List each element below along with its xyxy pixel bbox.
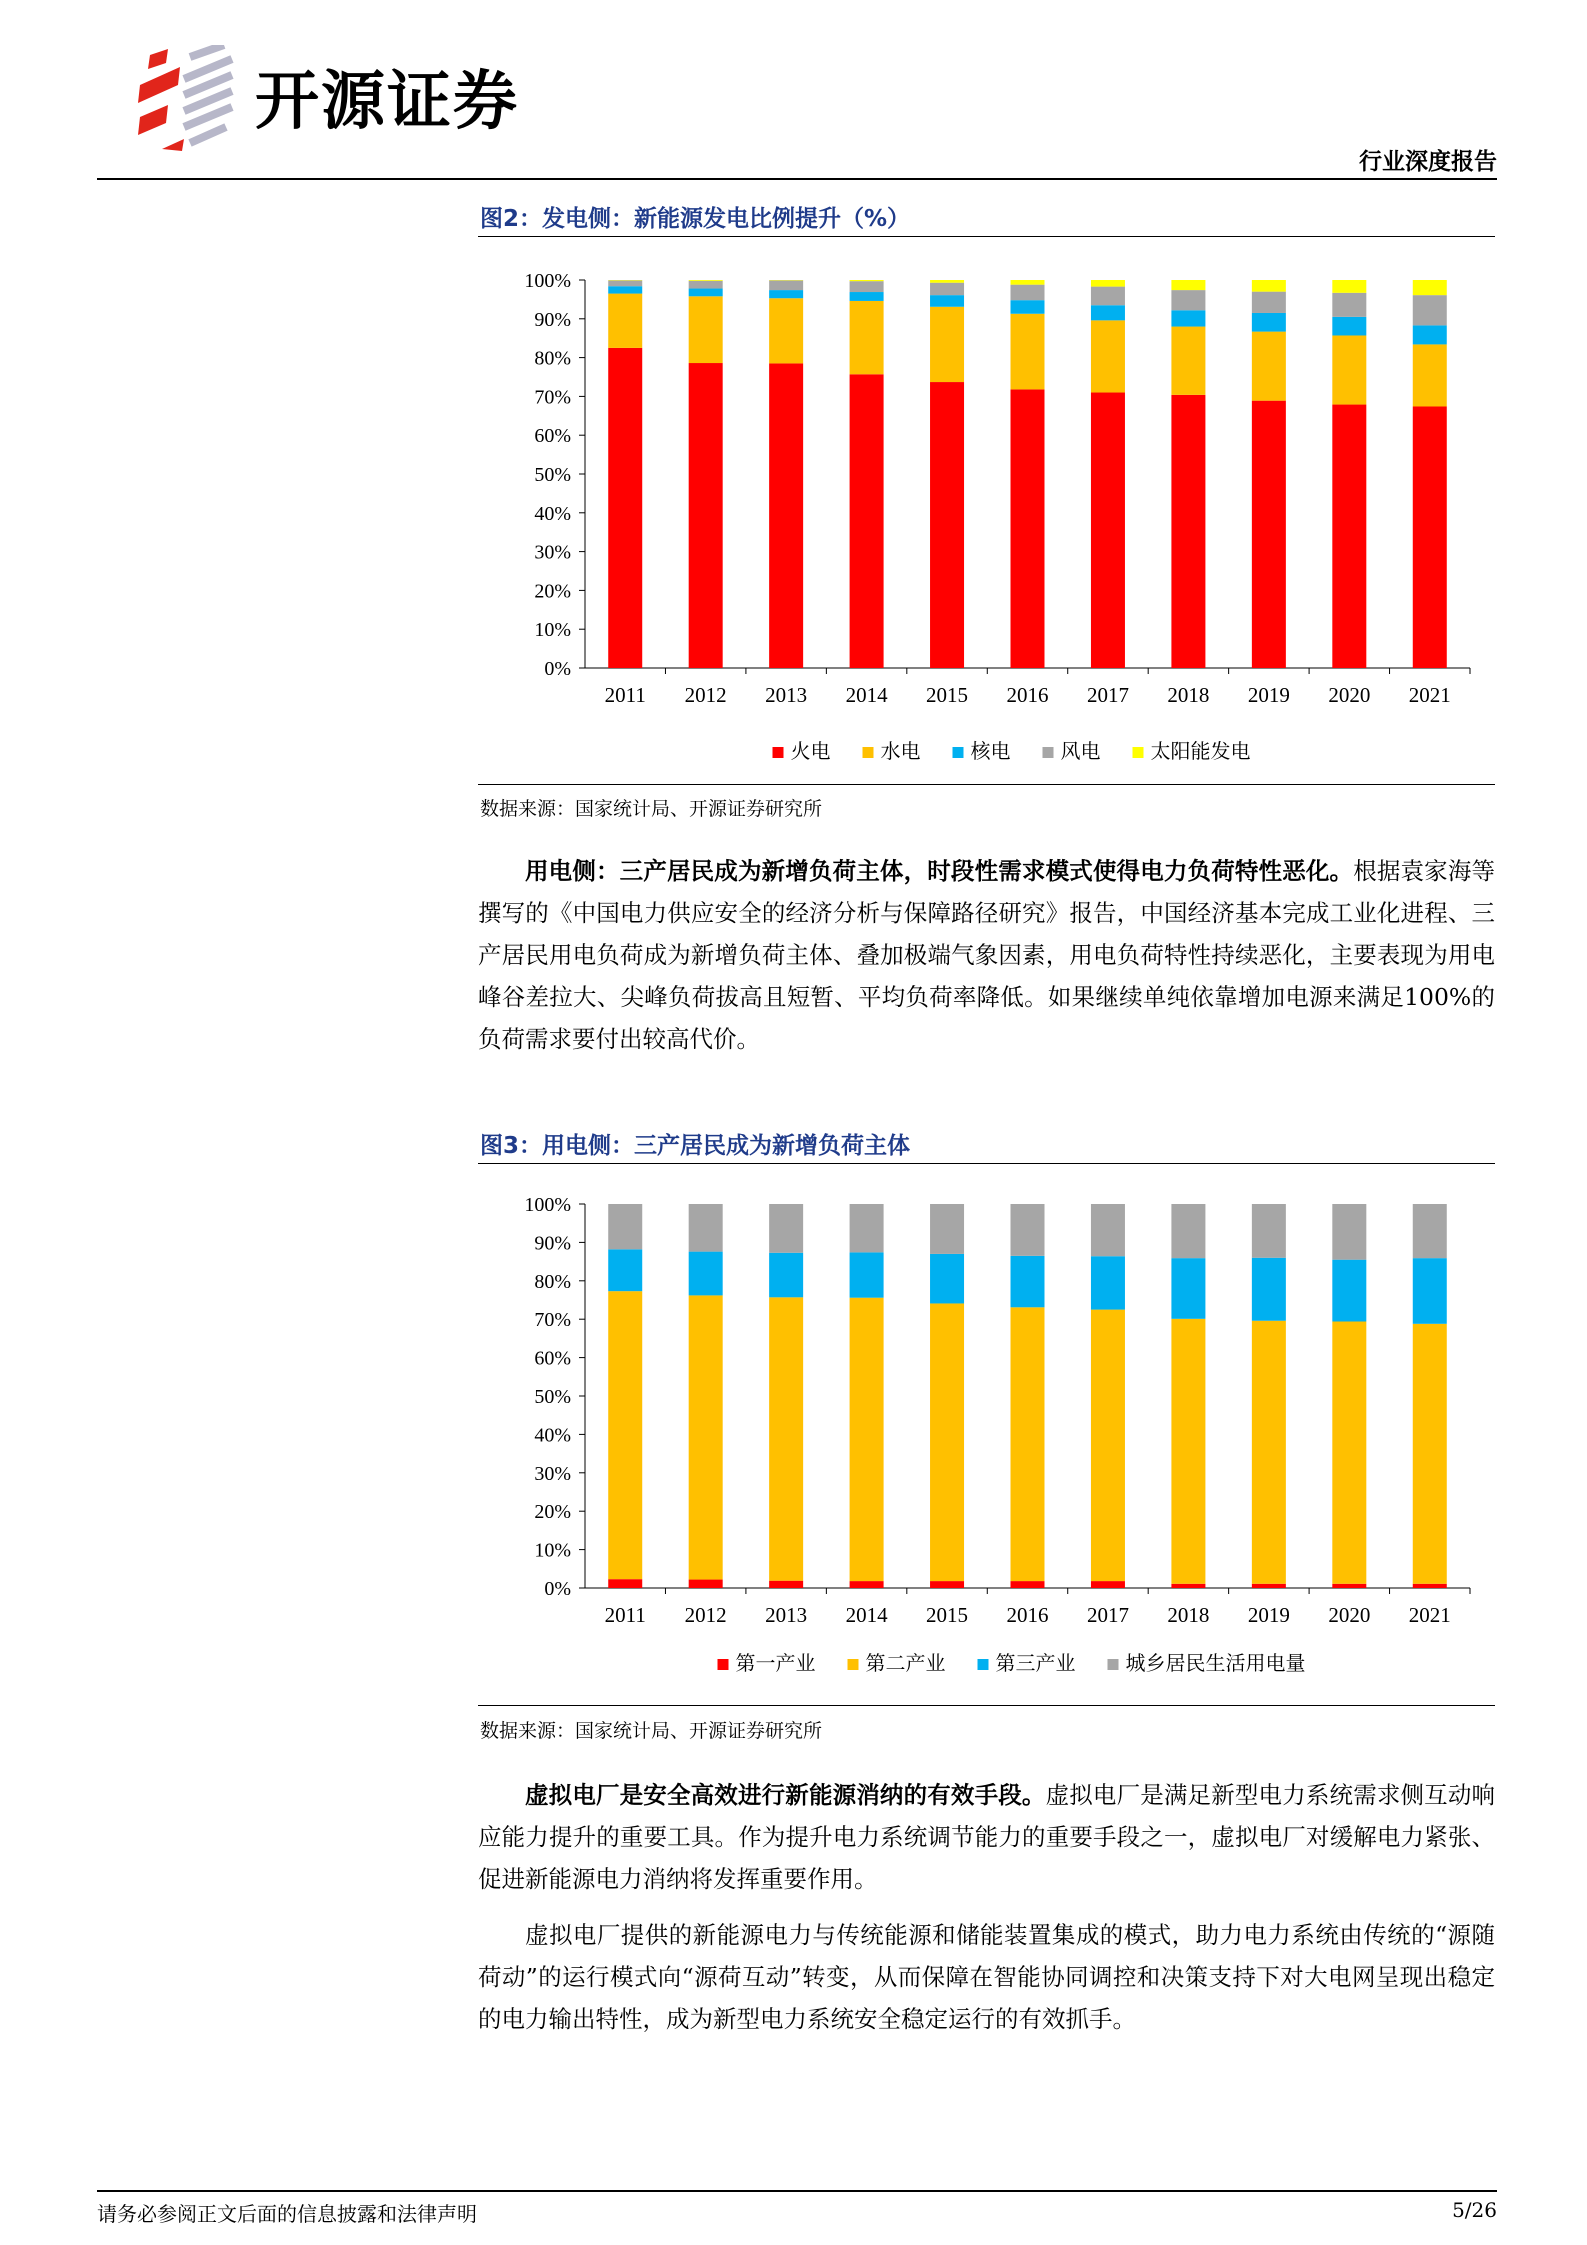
figure2-bottom-rule xyxy=(478,784,1495,785)
y-tick-label: 80% xyxy=(534,347,571,370)
x-tick-label: 2013 xyxy=(765,1603,808,1627)
y-tick-label: 20% xyxy=(534,580,571,603)
bar-segment-2012-1 xyxy=(689,1295,723,1579)
bar-segment-2012-0 xyxy=(689,1580,723,1588)
bar-segment-2019-0 xyxy=(1252,401,1286,668)
legend-label: 第二产业 xyxy=(865,1653,946,1675)
paragraph-user-side xyxy=(478,850,1495,1060)
x-tick-label: 2013 xyxy=(765,683,808,707)
x-tick-label: 2017 xyxy=(1086,683,1129,707)
bar-segment-2018-3 xyxy=(1171,290,1205,310)
paragraph-virtual-plant xyxy=(478,1774,1495,2040)
bar-segment-2017-3 xyxy=(1091,287,1125,306)
legend-label: 城乡居民生活用电量 xyxy=(1125,1653,1306,1675)
x-tick-label: 2014 xyxy=(845,683,888,707)
bar-segment-2012-3 xyxy=(689,1204,723,1252)
y-tick-label: 40% xyxy=(534,502,571,525)
bar-segment-2020-2 xyxy=(1332,1260,1366,1322)
x-tick-label: 2012 xyxy=(684,683,727,707)
bar-segment-2019-3 xyxy=(1252,1204,1286,1258)
bar-segment-2013-2 xyxy=(769,1253,803,1298)
bar-segment-2014-3 xyxy=(850,1204,884,1252)
legend-swatch xyxy=(953,747,964,758)
bar-segment-2012-2 xyxy=(689,1252,723,1296)
paragraph-lead: 用电侧：三产居民成为新增负荷主体，时段性需求模式使得电力负荷特性恶化。 xyxy=(525,857,1354,885)
bar-segment-2015-0 xyxy=(930,382,964,668)
y-tick-label: 40% xyxy=(534,1424,571,1447)
x-tick-label: 2015 xyxy=(926,1603,969,1627)
bar-segment-2012-3 xyxy=(689,281,723,289)
figure2-source: 数据来源：国家统计局、开源证券研究所 xyxy=(480,798,823,820)
legend-label: 火电 xyxy=(790,741,831,763)
bar-segment-2013-1 xyxy=(769,1297,803,1580)
bar-segment-2017-3 xyxy=(1091,1204,1125,1256)
bar-segment-2018-0 xyxy=(1171,1584,1205,1588)
figure2-chart xyxy=(480,250,1500,780)
y-tick-label: 90% xyxy=(534,308,571,331)
bar-segment-2021-1 xyxy=(1413,1324,1447,1584)
bar-segment-2021-3 xyxy=(1413,295,1447,325)
header-divider xyxy=(97,178,1497,180)
y-tick-label: 70% xyxy=(534,1309,571,1332)
bar-segment-2017-0 xyxy=(1091,393,1125,668)
legend-swatch xyxy=(1108,1659,1119,1670)
bar-segment-2017-2 xyxy=(1091,1256,1125,1309)
y-tick-label: 80% xyxy=(534,1270,571,1293)
x-tick-label: 2015 xyxy=(926,683,969,707)
bar-segment-2018-2 xyxy=(1171,310,1205,326)
x-tick-label: 2011 xyxy=(604,1603,646,1627)
bar-segment-2014-0 xyxy=(850,1581,884,1588)
x-tick-label: 2021 xyxy=(1408,683,1451,707)
bar-segment-2020-3 xyxy=(1332,1204,1366,1260)
bar-segment-2016-1 xyxy=(1011,314,1045,390)
bar-segment-2015-1 xyxy=(930,1303,964,1581)
legend-label: 第一产业 xyxy=(735,1653,816,1675)
bar-segment-2013-1 xyxy=(769,298,803,363)
y-tick-label: 60% xyxy=(534,425,571,448)
y-tick-label: 50% xyxy=(534,464,571,486)
report-type: 行业深度报告 xyxy=(1359,149,1497,175)
bar-segment-2013-3 xyxy=(769,1204,803,1253)
bar-segment-2011-0 xyxy=(608,348,642,668)
bar-segment-2015-2 xyxy=(930,1254,964,1304)
bar-segment-2015-4 xyxy=(930,280,964,283)
bar-segment-2011-3 xyxy=(608,280,642,286)
footer-divider xyxy=(97,2190,1497,2192)
figure3-title: 图3：用电侧：三产居民成为新增负荷主体 xyxy=(480,1133,911,1159)
footer-disclaimer: 请务必参阅正文后面的信息披露和法律声明 xyxy=(97,2202,477,2226)
page-number: 5/26 xyxy=(1452,2198,1497,2222)
bar-segment-2015-3 xyxy=(930,283,964,295)
bar-segment-2014-2 xyxy=(850,292,884,301)
bar-segment-2015-3 xyxy=(930,1204,964,1254)
x-tick-label: 2019 xyxy=(1247,683,1290,707)
y-tick-label: 50% xyxy=(534,1386,571,1408)
bar-segment-2017-4 xyxy=(1091,280,1125,287)
bar-segment-2013-2 xyxy=(769,290,803,298)
bar-segment-2013-3 xyxy=(769,280,803,290)
bar-segment-2021-4 xyxy=(1413,280,1447,295)
bar-segment-2020-0 xyxy=(1332,405,1366,668)
bar-segment-2017-1 xyxy=(1091,320,1125,392)
bar-segment-2020-1 xyxy=(1332,335,1366,404)
figure3-bottom-rule xyxy=(478,1705,1495,1706)
bar-segment-2021-2 xyxy=(1413,1258,1447,1324)
bar-segment-2021-1 xyxy=(1413,344,1447,406)
legend-swatch xyxy=(718,1659,729,1670)
y-tick-label: 100% xyxy=(524,1194,571,1216)
bar-segment-2012-0 xyxy=(689,363,723,668)
x-tick-label: 2017 xyxy=(1086,1603,1129,1627)
bar-segment-2014-1 xyxy=(850,1298,884,1581)
company-logo-icon xyxy=(128,45,248,155)
bar-segment-2016-3 xyxy=(1011,285,1045,301)
bar-segment-2016-2 xyxy=(1011,1256,1045,1307)
x-tick-label: 2021 xyxy=(1408,1603,1451,1627)
bar-segment-2019-1 xyxy=(1252,1321,1286,1584)
bar-segment-2017-2 xyxy=(1091,305,1125,320)
x-tick-label: 2012 xyxy=(684,1603,727,1627)
legend-label: 太阳能发电 xyxy=(1150,741,1251,763)
legend-label: 风电 xyxy=(1060,741,1101,763)
legend-swatch xyxy=(773,747,784,758)
bar-segment-2019-3 xyxy=(1252,292,1286,313)
bar-segment-2011-2 xyxy=(608,1249,642,1291)
bar-segment-2015-1 xyxy=(930,307,964,382)
x-tick-label: 2011 xyxy=(604,683,646,707)
bar-segment-2012-2 xyxy=(689,289,723,297)
legend-swatch xyxy=(1133,747,1144,758)
bar-segment-2011-0 xyxy=(608,1579,642,1588)
bar-segment-2016-1 xyxy=(1011,1307,1045,1581)
y-tick-label: 100% xyxy=(524,270,571,292)
bar-segment-2019-2 xyxy=(1252,1258,1286,1321)
bar-segment-2014-4 xyxy=(850,280,884,281)
bar-segment-2011-1 xyxy=(608,294,642,348)
bar-segment-2014-2 xyxy=(850,1252,884,1297)
x-tick-label: 2016 xyxy=(1006,683,1049,707)
bar-segment-2019-4 xyxy=(1252,280,1286,292)
x-tick-label: 2018 xyxy=(1167,1603,1210,1627)
bar-segment-2015-2 xyxy=(930,295,964,307)
figure3-chart xyxy=(480,1172,1500,1697)
bar-segment-2020-0 xyxy=(1332,1584,1366,1588)
y-tick-label: 70% xyxy=(534,386,571,409)
bar-segment-2014-3 xyxy=(850,281,884,292)
paragraph-body-2: 虚拟电厂提供的新能源电力与传统能源和储能装置集成的模式，助力电力系统由传统的“源随荷动”的运行模式向“源荷互动”转变，从而保障在智能协同调控和决策支持下对大电网呈现出稳定的电力输出特性，成为新型电力系统安全稳定运行的有效抓手。 xyxy=(478,1921,1495,2033)
bar-segment-2018-4 xyxy=(1171,280,1205,290)
bar-segment-2014-1 xyxy=(850,301,884,374)
bar-segment-2019-2 xyxy=(1252,313,1286,332)
paragraph-lead: 虚拟电厂是安全高效进行新能源消纳的有效手段。 xyxy=(525,1781,1046,1809)
x-tick-label: 2014 xyxy=(845,1603,888,1627)
bar-segment-2021-0 xyxy=(1413,406,1447,668)
y-tick-label: 20% xyxy=(534,1501,571,1524)
bar-segment-2012-4 xyxy=(689,280,723,281)
y-tick-label: 10% xyxy=(534,619,571,642)
y-tick-label: 0% xyxy=(544,1578,571,1600)
bar-segment-2021-0 xyxy=(1413,1584,1447,1588)
legend-label: 核电 xyxy=(970,741,1011,763)
bar-segment-2018-3 xyxy=(1171,1204,1205,1258)
bar-segment-2018-1 xyxy=(1171,1319,1205,1584)
y-tick-label: 30% xyxy=(534,541,571,564)
bar-segment-2013-0 xyxy=(769,1581,803,1588)
bar-segment-2016-0 xyxy=(1011,389,1045,668)
bar-segment-2016-2 xyxy=(1011,300,1045,314)
y-tick-label: 10% xyxy=(534,1539,571,1562)
bar-segment-2020-2 xyxy=(1332,317,1366,336)
figure3-source: 数据来源：国家统计局、开源证券研究所 xyxy=(480,1720,823,1742)
bar-segment-2011-3 xyxy=(608,1204,642,1249)
bar-segment-2012-1 xyxy=(689,296,723,363)
bar-segment-2018-2 xyxy=(1171,1258,1205,1319)
figure2-title-rule xyxy=(478,236,1495,237)
figure3-title-rule xyxy=(478,1163,1495,1164)
legend-label: 第三产业 xyxy=(995,1653,1076,1675)
x-tick-label: 2018 xyxy=(1167,683,1210,707)
y-tick-label: 0% xyxy=(544,658,571,680)
bar-segment-2014-0 xyxy=(850,374,884,668)
legend-swatch xyxy=(848,1659,859,1670)
bar-segment-2018-0 xyxy=(1171,395,1205,668)
legend-swatch xyxy=(978,1659,989,1670)
y-tick-label: 90% xyxy=(534,1232,571,1255)
bar-segment-2011-1 xyxy=(608,1291,642,1579)
bar-segment-2021-2 xyxy=(1413,325,1447,344)
bar-segment-2016-4 xyxy=(1011,280,1045,285)
bar-segment-2020-4 xyxy=(1332,280,1366,293)
paragraph-body: 根据袁家海等撰写的《中国电力供应安全的经济分析与保障路径研究》报告，中国经济基本完成工业化进程、三产居民用电负荷成为新增负荷主体、叠加极端气象因素，用电负荷特性持续恶化，主要表现为用电峰谷差拉大、尖峰负荷拔高且短暂、平均负荷率降低。如果继续单纯依靠增加电源来满足100%的负荷需求要付出较高代价。 xyxy=(478,857,1496,1053)
bar-segment-2015-0 xyxy=(930,1581,964,1588)
legend-swatch xyxy=(1043,747,1054,758)
legend-swatch xyxy=(863,747,874,758)
bar-segment-2016-0 xyxy=(1011,1581,1045,1588)
y-tick-label: 30% xyxy=(534,1462,571,1485)
bar-segment-2017-1 xyxy=(1091,1310,1125,1581)
x-tick-label: 2020 xyxy=(1328,683,1371,707)
bar-segment-2019-1 xyxy=(1252,332,1286,401)
bar-segment-2021-3 xyxy=(1413,1204,1447,1258)
bar-segment-2013-0 xyxy=(769,363,803,668)
x-tick-label: 2019 xyxy=(1247,1603,1290,1627)
bar-segment-2017-0 xyxy=(1091,1581,1125,1588)
y-tick-label: 60% xyxy=(534,1347,571,1370)
paragraph-body: 虚拟电厂是满足新型电力系统需求侧互动响应能力提升的重要工具。作为提升电力系统调节能力的重要手段之一，虚拟电厂对缓解电力紧张、促进新能源电力消纳将发挥重要作用。 xyxy=(478,1781,1496,1893)
bar-segment-2020-1 xyxy=(1332,1322,1366,1584)
bar-segment-2016-3 xyxy=(1011,1204,1045,1256)
bar-segment-2019-0 xyxy=(1252,1584,1286,1588)
x-tick-label: 2016 xyxy=(1006,1603,1049,1627)
x-tick-label: 2020 xyxy=(1328,1603,1371,1627)
bar-segment-2020-3 xyxy=(1332,293,1366,317)
legend-label: 水电 xyxy=(880,741,921,763)
company-name: 开源证券 xyxy=(255,65,519,139)
figure2-title: 图2：发电侧：新能源发电比例提升（%） xyxy=(480,206,911,232)
bar-segment-2011-2 xyxy=(608,286,642,293)
bar-segment-2018-1 xyxy=(1171,327,1205,395)
